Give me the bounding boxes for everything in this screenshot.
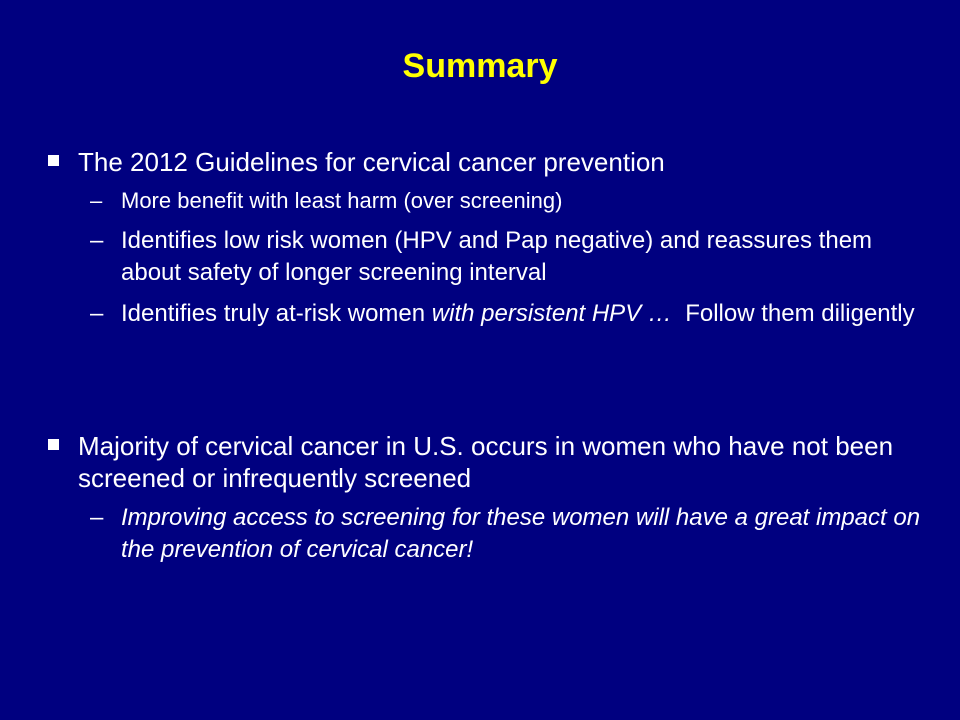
sub-bullet-text: Identifies low risk women (HPV and Pap negative) and reassures them about safety of longer screening interval xyxy=(121,227,873,286)
sub-bullet xyxy=(90,502,928,566)
dash-icon: – xyxy=(90,504,104,531)
sub-bullet-list xyxy=(90,502,928,566)
bullet-text: Majority of cervical cancer in U.S. occurs in women who have not been screened or infrequently screened xyxy=(78,431,894,493)
dash-icon: – xyxy=(90,227,104,254)
square-bullet-icon xyxy=(48,439,59,450)
sub-bullet-text-a: Identifies truly at-risk women xyxy=(121,300,432,327)
sub-bullet-list xyxy=(90,186,928,330)
square-bullet-icon xyxy=(48,155,59,166)
bullet-1 xyxy=(48,146,928,330)
sub-bullet-text: More benefit with least harm (over screening) xyxy=(121,188,563,213)
sub-bullet-text xyxy=(121,298,928,330)
sub-bullet xyxy=(90,298,928,330)
sub-bullet xyxy=(90,225,928,289)
sub-bullet-text-italic: with persistent HPV … xyxy=(431,300,672,327)
sub-bullet-text-b: Follow them diligently xyxy=(671,300,915,327)
slide-title: Summary xyxy=(402,47,558,85)
bullet-2 xyxy=(48,430,928,566)
sub-bullet-text: Improving access to screening for these women will have a great impact on the prevention of cervical cancer! xyxy=(121,504,921,563)
dash-icon: – xyxy=(90,188,103,213)
sub-bullet xyxy=(90,186,928,216)
dash-icon: – xyxy=(90,300,104,327)
bullet-text: The 2012 Guidelines for cervical cancer prevention xyxy=(78,147,665,177)
